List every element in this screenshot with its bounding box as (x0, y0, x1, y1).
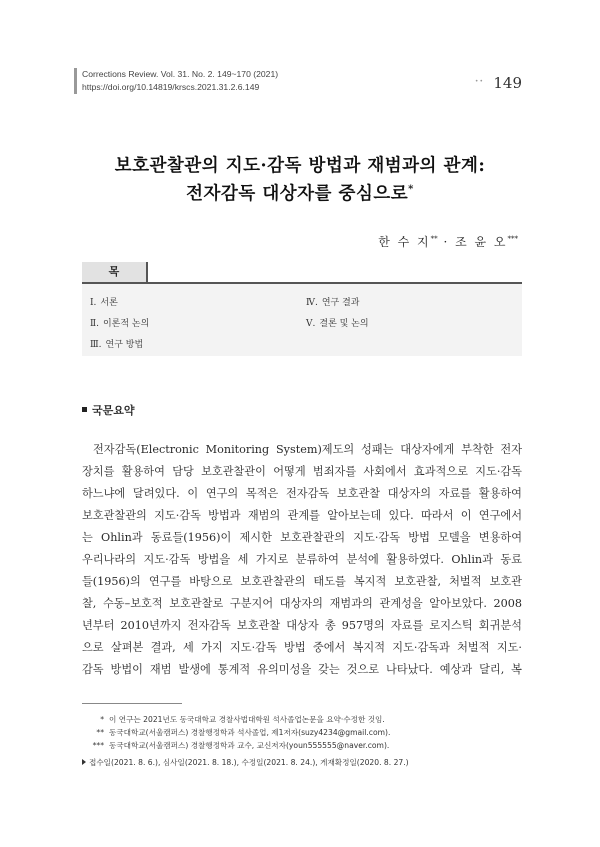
submission-dates: 접수일(2021. 8. 6.), 심사일(2021. 8. 18.), 수정일(2021. 8. 24.), 게재확정일(2020. 8. 27.) (82, 757, 409, 768)
running-head-bar (74, 68, 77, 94)
abstract-heading: 국문요약 (82, 402, 135, 418)
toc-heading: 목 (82, 262, 148, 284)
table-of-contents (82, 284, 522, 356)
author-1-name: 한 수 지 (378, 235, 431, 249)
paper-title-line-2 (40, 180, 560, 205)
toc-item-conclusion[interactable]: Ⅴ. 결론 및 논의 (306, 319, 369, 329)
toc-item-method[interactable]: Ⅲ. 연구 방법 (90, 340, 144, 350)
triangle-bullet-icon (82, 759, 86, 765)
abstract-line: 으로 살펴본 결과, 세 가지 지도·감독 방법 중에서 복지적 지도·감독과 처벌적 지도· (82, 641, 522, 654)
footnote-1: * 이 연구는 2021년도 동국대학교 경찰사법대학원 석사졸업논문을 요약·수정한 것임. (100, 715, 385, 724)
abstract-line: 찰, 수동–보호적 보호관찰로 구분지어 대상자의 재범과의 관계성을 알아보았다. 2008 (82, 597, 522, 610)
abstract-line: 우리나라의 지도·감독 방법을 세 가지로 분류하여 분석에 활용하였다. Ohlin과 동료 (82, 553, 522, 566)
abstract-line: 년부터 2010년까지 전자감독 보호관찰 대상자 총 957명의 자료를 로지스틱 회귀분석 (82, 619, 522, 632)
toc-item-theory[interactable]: Ⅱ. 이론적 논의 (90, 319, 150, 329)
author-2-name: 조 윤 오 (455, 235, 508, 249)
abstract-line: 감독 방법이 재범 발생에 통계적 유의미성을 갖는 것으로 나타났다. 예상과 달리, 복 (82, 663, 522, 676)
abstract-line: 보호관찰관의 지도·감독 방법과 재범의 관계를 알아보는데 있다. 따라서 이 연구에서 (82, 509, 522, 522)
paper-title-line-1: 보호관찰관의 지도·감독 방법과 재범과의 관계: (114, 156, 486, 176)
author-separator: · (443, 235, 450, 249)
abstract-line: 들(1956)의 연구를 바탕으로 보호관찰관의 태도를 복지적 보호관찰, 처벌적 보호관 (82, 575, 522, 588)
abstract-line: 하느냐에 달려있다. 이 연구의 목적은 전자감독 보호관찰 대상자의 자료를 활용하여 (82, 487, 522, 500)
footnote-divider (82, 703, 182, 704)
dots-ornament-icon: •• (474, 78, 484, 85)
author-2-mark: *** (507, 235, 518, 243)
author-line (378, 233, 518, 250)
square-bullet-icon (82, 407, 87, 412)
toc-item-results[interactable]: Ⅳ. 연구 결과 (306, 298, 360, 308)
abstract-line: 장치를 활용하여 담당 보호관찰관이 어떻게 범죄자를 사회에서 효과적으로 지도·감독 (82, 465, 522, 478)
paper-title-text: 전자감독 대상자를 중심으로 (186, 184, 409, 204)
author-1-mark: ** (430, 235, 438, 243)
abstract-line: 전자감독(Electronic Monitoring System)제도의 성패는 대상자에게 부착한 전자 (93, 443, 522, 456)
page-number: 149 (493, 74, 522, 92)
journal-citation: Corrections Review. Vol. 31. No. 2. 149~170 (2021) (82, 69, 279, 79)
footnote-2: ** 동국대학교(서울캠퍼스) 경찰행정학과 석사졸업, 제1저자(suzy4234@gmail.com). (96, 728, 391, 737)
doi-link[interactable]: https://doi.org/10.14819/krscs.2021.31.2.6.149 (82, 82, 260, 92)
abstract-line: 는 Ohlin과 동료들(1956)이 제시한 보호관찰관의 지도·감독 방법 모델을 변용하여 (82, 531, 522, 544)
toc-item-introduction[interactable]: Ⅰ. 서론 (90, 298, 118, 308)
running-head (82, 68, 522, 94)
title-footnote-mark: * (408, 184, 414, 195)
footnote-3: *** 동국대학교(서울캠퍼스) 경찰행정학과 교수, 교신저자(youn555555@naver.com). (92, 741, 390, 750)
